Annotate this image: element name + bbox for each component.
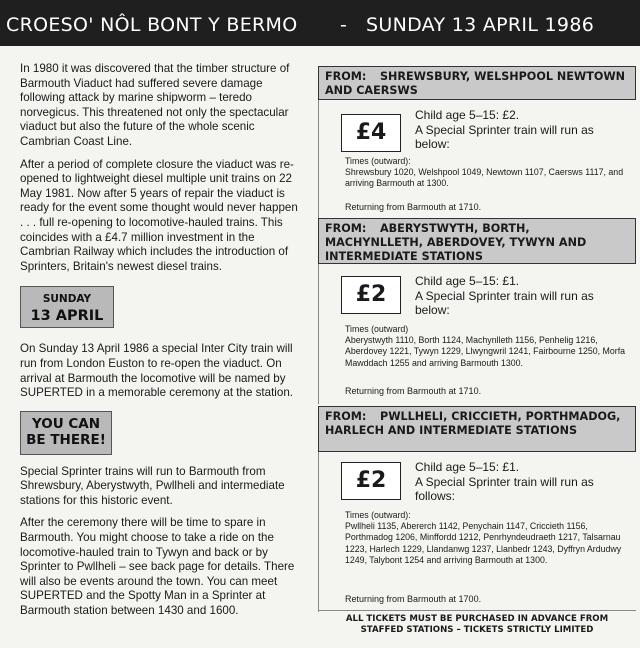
child-fare: Child age 5–15: £1. (415, 274, 520, 288)
adult-price: £2 (341, 276, 401, 314)
adult-price: £4 (341, 114, 401, 152)
you-can-be-there-badge (20, 411, 112, 455)
route-title: SHREWSBURY, WELSHPOOL NEWTOWN AND CAERSWS (325, 70, 626, 97)
events-paragraph: After the ceremony there will be time to spare in Barmouth. You might choose to take a ride on the locomotive-hauled train to Tywyn and back or by Sprinter to Pwllheli – see back page for details. There will also be events around the town. You can meet SUPERTED and the Spotty Man in a Sprinter at Barmouth station between 1430 and 1600. (20, 516, 295, 618)
child-price-text (415, 274, 627, 318)
footer-line1: ALL TICKETS MUST BE PURCHASED IN ADVANCE FROM (345, 614, 609, 624)
section-title (318, 218, 636, 264)
from-label: FROM: (325, 222, 367, 235)
timetable (345, 510, 631, 566)
section-body (318, 100, 636, 222)
times-label: Times (outward): (345, 156, 411, 166)
child-fare: Child age 5–15: £2. (415, 108, 520, 122)
from-label: FROM: (325, 70, 367, 83)
sunday-badge (20, 286, 114, 328)
intro-paragraph: In 1980 it was discovered that the timber structure of Barmouth Viaduct had suffered severe damage following attack by marine shipworm – teredo norvegicus. This threatened not only the spectacular viaduct but also the future of the whole scenic Cambrian Coast Line. (20, 62, 290, 148)
footer-line2: STAFFED STATIONS – TICKETS STRICTLY LIMITED (360, 625, 594, 635)
section-body (318, 264, 636, 404)
adult-price: £2 (341, 462, 401, 500)
left-column (20, 62, 298, 627)
header-date: SUNDAY 13 APRIL 1986 (366, 14, 595, 36)
header-separator: - (340, 14, 348, 36)
intercity-paragraph: On Sunday 13 April 1986 a special Inter City train will run from London Euston to re-open the viaduct. On arrival at Barmouth the locomotive will be named by SUPERTED in a memorable ceremony at the station. (20, 342, 294, 400)
times-list: Pwllheli 1135, Abererch 1142, Penychain 1147, Criccieth 1156, Porthmadog 1206, Minffordd 1212, Penrhyndeudraeth 1217, Talsarnau 1223, Harlech 1229, Llandanwg 1237, Llanbedr 1243, Dyffryn Ardudwy 1249, Talybont 1254 and arriving Barmouth at 1300. (345, 521, 622, 565)
child-fare: Child age 5–15: £1. (415, 460, 520, 474)
reopening-paragraph: After a period of complete closure the viaduct was re-opened to lightweight diesel multiple unit trains on 22 May 1981. Now after 5 years of repair the viaduct is ready for the event some thought would never happen . . . full re-opening to locomotive-hauled trains. This coincides with a £4.7 million investment in the Cambrian Railway which includes the introduction of Sprinters, Britain's newest diesel trains. (20, 157, 298, 273)
from-label: FROM: (325, 410, 367, 423)
timetable (345, 156, 631, 190)
route-title: PWLLHELI, CRICCIETH, PORTHMADOG, HARLECH AND INTERMEDIATE STATIONS (325, 410, 621, 437)
times-label: Times (outward) (345, 324, 409, 334)
sunday-badge-line2: 13 APRIL (30, 307, 104, 324)
sunday-badge-line1: SUNDAY (42, 293, 92, 306)
return-time: Returning from Barmouth at 1710. (345, 202, 482, 212)
tickets-footer (318, 614, 636, 636)
section-shrewsbury (318, 66, 636, 222)
timetable (345, 324, 631, 369)
sprinter-paragraph: Special Sprinter trains will run to Barmouth from Shrewsbury, Aberystwyth, Pwllheli and intermediate stations for this historic event. (20, 464, 285, 507)
section-aberystwyth (318, 218, 636, 404)
times-label: Times (outward): (345, 510, 411, 520)
footer-divider (318, 610, 636, 611)
child-price-text (415, 108, 627, 152)
times-list: Shrewsbury 1020, Welshpool 1049, Newtown 1107, Caersws 1117, and arriving Barmouth at 1300. (345, 167, 624, 189)
section-pwllheli (318, 406, 636, 612)
section-title (318, 66, 636, 100)
page-header (0, 0, 640, 46)
section-body (318, 452, 636, 612)
section-title (318, 406, 636, 452)
times-list: Aberystwyth 1110, Borth 1124, Machynlleth 1156, Penhelig 1216, Aberdovey 1221, Tywyn 1229, Llwyngwril 1241, Fairbourne 1250, Morfa Mawddach 1255 and arriving Barmouth 1300. (345, 335, 626, 368)
sprinter-note: A Special Sprinter train will run as below: (415, 122, 594, 151)
return-time: Returning from Barmouth at 1710. (345, 386, 482, 396)
youcan-line2: BE THERE! (26, 431, 106, 448)
header-welsh-title: CROESO' NÔL BONT Y BERMO (6, 14, 298, 36)
sprinter-note: A Special Sprinter train will run as follows: (415, 474, 594, 503)
child-price-text (415, 460, 627, 504)
return-time: Returning from Barmouth at 1700. (345, 594, 482, 604)
youcan-line1: YOU CAN (31, 415, 101, 432)
sprinter-note: A Special Sprinter train will run as below: (415, 288, 594, 317)
route-title: ABERYSTWYTH, BORTH, MACHYNLLETH, ABERDOVEY, TYWYN AND INTERMEDIATE STATIONS (325, 222, 587, 263)
